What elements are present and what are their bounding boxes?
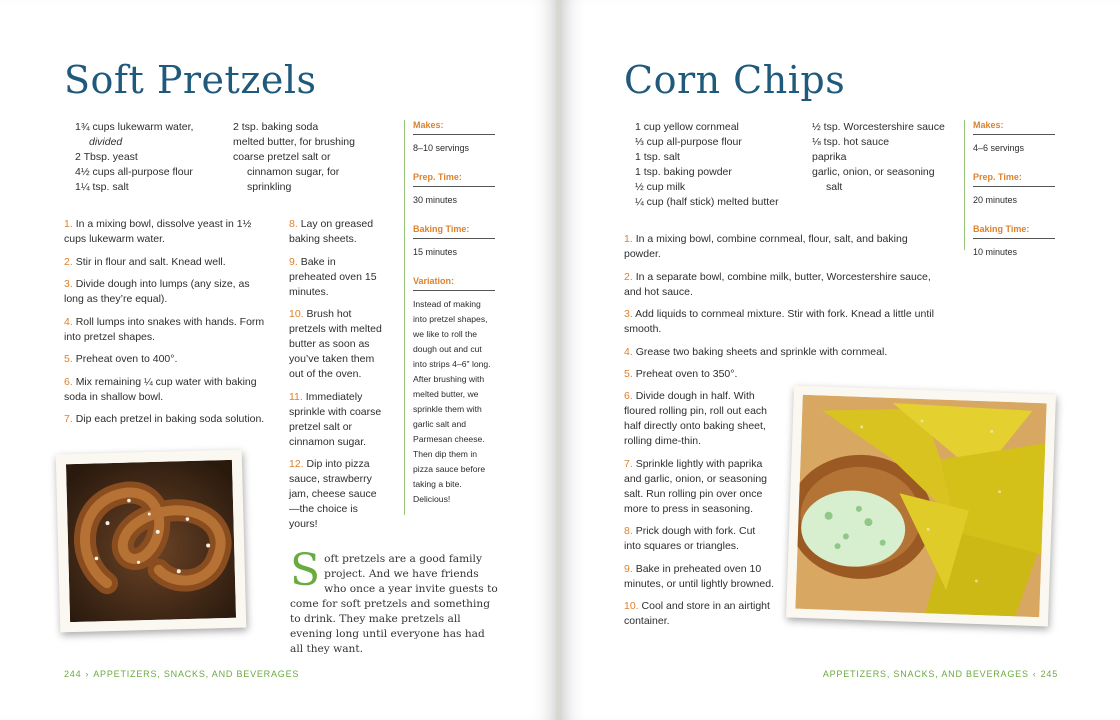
step-item — [624, 562, 774, 592]
makes-label: Makes: — [413, 120, 495, 135]
step-item — [289, 255, 385, 300]
ingredients-list — [75, 120, 225, 195]
ingredient-item: 1 cup yellow cornmeal — [635, 121, 739, 133]
ingredient-item: 1¼ tsp. salt — [75, 181, 129, 193]
ingredient-item: melted butter, for brushing — [233, 136, 355, 148]
step-text: Sprinkle lightly with paprika and garlic, onion, or seasoning salt. Run rolling pin over once more to press in seasoning. — [624, 457, 768, 515]
prep-time-label: Prep. Time: — [973, 172, 1055, 187]
step-item — [624, 599, 774, 629]
page-number: 244 — [64, 669, 82, 679]
step-item — [624, 232, 944, 262]
step-text: Preheat oven to 350°. — [635, 368, 738, 380]
step-text: Brush hot pretzels with melted butter as soon as you’ve taken them out of the oven. — [289, 308, 382, 380]
steps-list — [624, 389, 774, 637]
ingredients-list — [635, 120, 805, 210]
step-item — [289, 307, 385, 382]
baking-time-value: 15 minutes — [413, 247, 458, 257]
ingredient-item: 2 tsp. baking soda — [233, 121, 319, 133]
step-number: 1. — [624, 233, 633, 245]
ingredient-item: ⅛ tsp. hot sauce — [812, 136, 890, 148]
ingredient-item: ⅓ cup all-purpose flour — [635, 136, 742, 148]
recipe-title: Soft Pretzels — [64, 58, 317, 102]
ingredient-item: 1¾ cups lukewarm water, — [75, 121, 194, 133]
arrow-icon: › — [85, 669, 90, 679]
step-number: 6. — [64, 375, 73, 388]
ingredients-list — [233, 120, 393, 195]
step-text: Stir in flour and salt. Knead well. — [75, 255, 226, 268]
page-footer — [823, 669, 1058, 679]
step-number: 10. — [624, 600, 639, 612]
step-number: 10. — [289, 308, 304, 320]
step-text: In a mixing bowl, combine cornmeal, flour, salt, and baking powder. — [624, 233, 908, 260]
step-item — [289, 217, 385, 247]
step-item — [64, 277, 269, 307]
pretzel-image — [66, 460, 236, 622]
section-name: APPETIZERS, SNACKS, AND BEVERAGES — [822, 669, 1029, 679]
left-page — [0, 0, 556, 720]
ingredient-item: 2 Tbsp. yeast — [75, 151, 138, 163]
ingredient-item: garlic, onion, or seasoning — [812, 166, 935, 178]
step-item — [624, 345, 944, 360]
step-text: Bake in preheated oven 10 minutes, or until lightly browned. — [624, 562, 774, 590]
step-text: In a separate bowl, combine milk, butter, Worcestershire sauce, and hot sauce. — [624, 270, 931, 298]
step-item — [64, 315, 269, 345]
ingredients-list — [812, 120, 962, 195]
step-text: Divide dough into lumps (any size, as long as they’re equal). — [64, 278, 250, 305]
step-item — [64, 412, 269, 427]
step-item — [64, 375, 269, 405]
step-item — [289, 457, 385, 532]
ingredient-item: 1 tsp. salt — [635, 151, 680, 163]
step-text: Dip into pizza sauce, strawberry jam, cheese sauce—the choice is yours! — [289, 458, 377, 530]
ingredient-item: coarse pretzel salt or — [233, 151, 331, 163]
corn-chips-photo — [786, 385, 1056, 626]
step-text: Grease two baking sheets and sprinkle with cornmeal. — [635, 345, 888, 358]
right-page — [562, 0, 1120, 720]
step-text: Lay on greased baking sheets. — [289, 218, 374, 245]
step-text: Roll lumps into snakes with hands. Form into pretzel shapes. — [64, 315, 265, 343]
ingredient-item: salt — [826, 181, 843, 193]
prep-time-value: 20 minutes — [973, 195, 1018, 205]
step-text: Add liquids to cornmeal mixture. Stir with fork. Knead a little until smooth. — [624, 308, 934, 335]
step-item — [64, 352, 269, 367]
step-number: 2. — [624, 270, 633, 283]
makes-value: 4–6 servings — [973, 143, 1025, 153]
step-text: Immediately sprinkle with coarse pretzel salt or cinnamon sugar. — [289, 390, 382, 448]
page-footer — [64, 669, 299, 679]
variation-text: Instead of making into pretzel shapes, we like to roll the dough out and cut into strips 4–6" long. After brushing with melted butter, we sprinkle them with garlic salt and Parmesan cheese. Then dip them in pizza sauce before taking a bite. Delicious! — [413, 299, 491, 504]
step-item — [624, 270, 944, 300]
step-text: Prick dough with fork. Cut into squares or triangles. — [624, 525, 756, 552]
makes-label: Makes: — [973, 120, 1055, 135]
step-number: 3. — [624, 308, 633, 320]
ingredient-item: divided — [89, 136, 123, 148]
step-item — [64, 255, 269, 270]
step-text: In a mixing bowl, dissolve yeast in 1½ cups lukewarm water. — [64, 218, 252, 245]
step-number: 12. — [289, 458, 304, 470]
essay-text: oft pretzels are a good family project. And we have friends who once a year invite guests to come for soft pretzels and something to drink. They make pretzels all evening long until everyone has had all they want. — [290, 553, 498, 655]
prep-time-label: Prep. Time: — [413, 172, 495, 187]
step-item — [624, 307, 944, 337]
recipe-title: Corn Chips — [624, 58, 846, 102]
ingredient-item: 1 tsp. baking powder — [635, 166, 732, 178]
makes-value: 8–10 servings — [413, 143, 470, 153]
variation-label: Variation: — [413, 276, 495, 291]
step-text: Bake in preheated oven 15 minutes. — [289, 255, 377, 298]
step-text: Divide dough in half. With floured rolling pin, roll out each half directly onto baking sheet, rolling dime-thin. — [624, 390, 768, 447]
step-number: 5. — [64, 353, 73, 365]
baking-time-label: Baking Time: — [413, 224, 495, 239]
step-number: 6. — [624, 390, 633, 402]
step-number: 7. — [624, 457, 633, 470]
ingredient-item: paprika — [812, 151, 847, 163]
ingredient-item: sprinkling — [247, 181, 292, 193]
steps-list — [289, 217, 385, 540]
step-item — [624, 457, 774, 517]
step-number: 7. — [64, 413, 73, 425]
step-number: 2. — [64, 255, 73, 268]
step-item — [624, 389, 774, 449]
step-item — [624, 524, 774, 554]
step-number: 8. — [624, 525, 633, 537]
step-text: Dip each pretzel in baking soda solution. — [75, 413, 265, 425]
ingredient-item: ½ tsp. Worcestershire sauce — [812, 121, 945, 133]
recipe-sidebar — [404, 120, 495, 515]
step-number: 4. — [64, 315, 73, 328]
baking-time-label: Baking Time: — [973, 224, 1055, 239]
drop-cap: S — [290, 545, 321, 596]
ingredient-item: 4½ cups all-purpose flour — [75, 166, 193, 178]
page-number: 245 — [1040, 669, 1058, 679]
step-number: 9. — [289, 255, 298, 268]
pretzel-photo — [56, 450, 247, 633]
step-number: 5. — [624, 368, 633, 380]
ingredient-item: ½ cup milk — [635, 181, 686, 193]
step-item — [289, 390, 385, 450]
prep-time-value: 30 minutes — [413, 195, 458, 205]
recipe-sidebar — [964, 120, 1055, 257]
step-text: Preheat oven to 400°. — [75, 353, 178, 365]
intro-essay — [290, 545, 500, 657]
baking-time-value: 10 minutes — [973, 247, 1018, 257]
section-name: APPETIZERS, SNACKS, AND BEVERAGES — [93, 669, 300, 679]
step-item — [624, 367, 944, 382]
step-text: Cool and store in an airtight container. — [624, 600, 770, 627]
arrow-icon: ‹ — [1032, 669, 1037, 679]
step-number: 3. — [64, 278, 73, 290]
step-number: 4. — [624, 345, 633, 358]
steps-list — [624, 232, 944, 390]
step-number: 8. — [289, 218, 298, 230]
step-number: 9. — [624, 562, 633, 575]
step-number: 11. — [289, 390, 303, 403]
step-text: Mix remaining ¼ cup water with baking soda in shallow bowl. — [64, 375, 257, 403]
steps-list — [64, 217, 269, 435]
ingredient-item: ¼ cup (half stick) melted butter — [635, 196, 779, 208]
step-item — [64, 217, 269, 247]
ingredient-item: cinnamon sugar, for — [247, 166, 340, 178]
step-number: 1. — [64, 218, 73, 230]
corn-chips-image — [795, 395, 1046, 617]
